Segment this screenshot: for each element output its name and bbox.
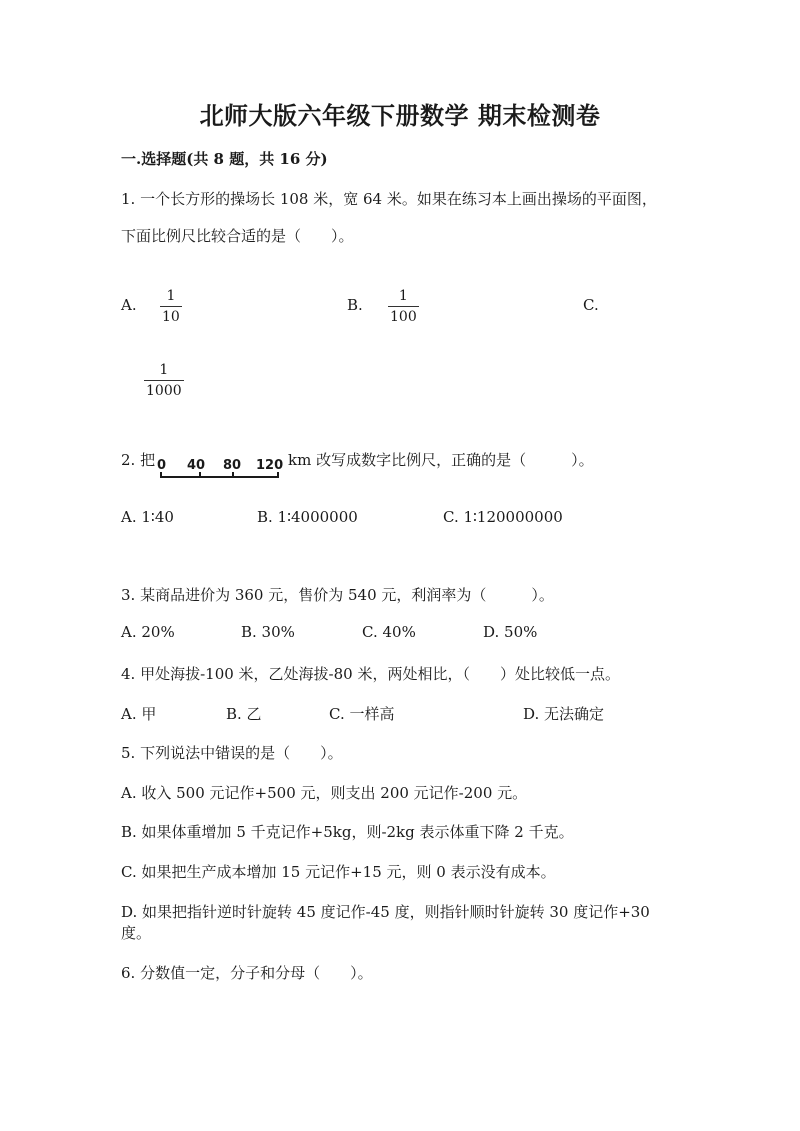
q4-option-d: D. 无法确定 [523, 705, 605, 723]
question-4-text: 4. 甲处海拔-100 米，乙处海拔-80 米，两处相比，（ ）处比较低一点。 [121, 665, 620, 683]
q1-option-a-fraction [160, 289, 182, 324]
fraction-numerator: 1 [159, 362, 169, 378]
page-title: 北师大版六年级下册数学 期末检测卷 [199, 101, 601, 130]
q3-option-b: B. 30% [241, 623, 295, 641]
question-2-prefix: 2. 把 [121, 451, 156, 469]
q5-option-c: C. 如果把生产成本增加 15 元记作+15 元，则 0 表示没有成本。 [121, 863, 556, 881]
section-heading: 一.选择题(共 8 题，共 16 分) [121, 150, 328, 168]
scale-tick-label: 40 [187, 458, 206, 473]
fraction-denominator: 10 [160, 306, 182, 324]
q1-option-c-fraction [144, 363, 184, 398]
q4-option-c: C. 一样高 [329, 705, 395, 723]
q4-option-b: B. 乙 [226, 705, 262, 723]
fraction-denominator: 1000 [144, 380, 184, 398]
question-2-suffix: km 改写成数字比例尺，正确的是（ ）。 [288, 451, 594, 469]
q3-option-d: D. 50% [483, 623, 538, 641]
q3-option-c: C. 40% [362, 623, 416, 641]
q5-option-d-line-1: D. 如果把指针逆时针旋转 45 度记作-45 度，则指针顺时针旋转 30 度记作+30 [121, 903, 650, 921]
question-5-text: 5. 下列说法中错误的是（ ）。 [121, 744, 343, 762]
fraction-numerator: 1 [398, 288, 408, 304]
q1-option-c-label: C. [583, 296, 599, 314]
question-6-text: 6. 分数值一定，分子和分母（ ）。 [121, 964, 373, 982]
scale-tick-label: 80 [223, 458, 242, 473]
q2-option-a: A. 1∶40 [121, 508, 174, 526]
fraction-numerator: 1 [166, 288, 176, 304]
q2-option-b: B. 1∶4000000 [257, 508, 358, 526]
q3-option-a: A. 20% [121, 623, 175, 641]
q5-option-b: B. 如果体重增加 5 千克记作+5kg，则-2kg 表示体重下降 2 千克。 [121, 823, 574, 841]
fraction-denominator: 100 [388, 306, 419, 324]
q4-option-a: A. 甲 [121, 705, 157, 723]
q5-option-d-line-2: 度。 [121, 924, 152, 942]
q1-option-b-label: B. [347, 296, 363, 314]
q1-option-a-label: A. [121, 296, 137, 314]
q1-option-b-fraction [388, 289, 419, 324]
question-1-line-2: 下面比例尺比较合适的是（ ）。 [121, 227, 354, 245]
q2-option-c: C. 1∶120000000 [443, 508, 563, 526]
line-scale-bar [156, 452, 286, 482]
question-1-line-1: 1. 一个长方形的操场长 108 米，宽 64 米。如果在练习本上画出操场的平面图， [121, 190, 657, 208]
question-3-text: 3. 某商品进价为 360 元，售价为 540 元，利润率为（ ）。 [121, 586, 554, 604]
q5-option-a: A. 收入 500 元记作+500 元，则支出 200 元记作-200 元。 [121, 784, 528, 802]
scale-tick-label: 120 [256, 458, 284, 473]
scale-tick-label: 0 [157, 458, 167, 473]
